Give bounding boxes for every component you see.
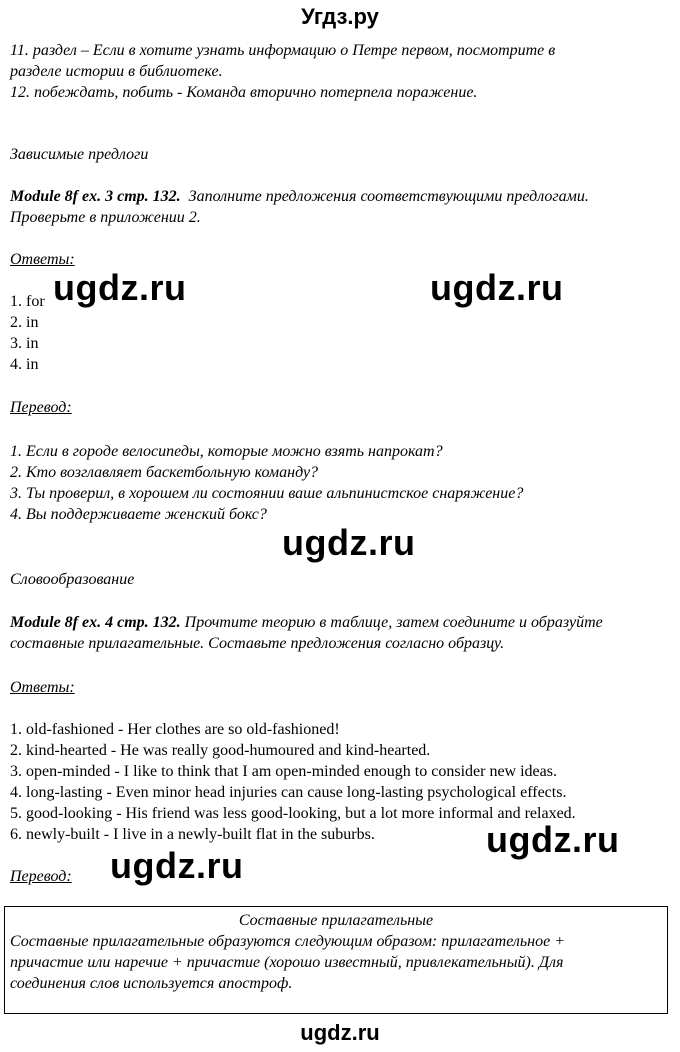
section-heading-word-formation: Словообразование [10, 571, 135, 588]
vocab-line-11: 11. раздел – Если в хотите узнать информацию о Петре первом, посмотрите в [10, 42, 556, 59]
task-4-line-1 [10, 612, 674, 633]
watermark-2: ugdz.ru [430, 267, 564, 308]
task-3-ref: Module 8f ex. 3 стр. 132. [10, 188, 181, 205]
answer-compound-1: 1. old-fashioned - Her clothes are so old-fashioned! [10, 721, 340, 738]
site-title[interactable]: Угдз.ру [301, 4, 379, 29]
theory-box-title: Составные прилагательные [238, 912, 434, 929]
task-3-text: Заполните предложения соответствующими предлогами. [188, 188, 589, 205]
theory-box-line-2: причастие или наречие + причастие (хорошо известный, привлекательный). Для [10, 954, 564, 971]
answers-label-1: Ответы: [10, 251, 75, 268]
task-4-ref: Module 8f ex. 4 стр. 132. [10, 614, 181, 631]
translation-label-1: Перевод: [10, 399, 72, 416]
answer-compound-5: 5. good-looking - His friend was less good-looking, but a lot more informal and relaxed. [10, 805, 576, 822]
answer-2: 2. in [10, 314, 39, 331]
vocab-line-12: 12. побеждать, побить - Команда вторично потерпела поражение. [10, 84, 478, 101]
vocab-line-11-cont: разделе истории в библиотеке. [10, 63, 223, 80]
watermark-5: ugdz.ru [110, 845, 244, 886]
task-3-line-1 [10, 186, 674, 207]
theory-box-line-1: Составные прилагательные образуются следующим образом: прилагательное + [10, 933, 565, 950]
section-heading-prepositions: Зависимые предлоги [10, 146, 149, 163]
answer-compound-2: 2. kind-hearted - He was really good-humoured and kind-hearted. [10, 742, 431, 759]
translation-1: 1. Если в городе велосипеды, которые можно взять напрокат? [10, 443, 443, 460]
theory-box [4, 906, 668, 1014]
task-4-line-2: составные прилагательные. Составьте предложения согласно образцу. [10, 635, 505, 652]
watermark-3: ugdz.ru [282, 522, 416, 563]
watermark-4: ugdz.ru [486, 819, 620, 860]
task-4-text: Прочтите теорию в таблице, затем соедините и образуйте [184, 614, 603, 631]
answer-compound-4: 4. long-lasting - Even minor head injuries can cause long-lasting psychological effects. [10, 784, 567, 801]
translation-label-2: Перевод: [10, 868, 72, 885]
theory-box-line-3: соединения слов используется апостроф. [10, 975, 293, 992]
watermark-1: ugdz.ru [53, 267, 187, 308]
task-3-line-2: Проверьте в приложении 2. [10, 209, 201, 226]
answer-3: 3. in [10, 335, 39, 352]
translation-2: 2. Кто возглавляет баскетбольную команду? [10, 464, 319, 481]
answer-1: 1. for [10, 293, 45, 310]
translation-4: 4. Вы поддерживаете женский бокс? [10, 506, 267, 523]
answers-label-2: Ответы: [10, 679, 75, 696]
translation-3: 3. Ты проверил, в хорошем ли состоянии ваше альпинистское снаряжение? [10, 485, 524, 502]
answer-compound-3: 3. open-minded - I like to think that I am open-minded enough to consider new ideas. [10, 763, 557, 780]
answer-4: 4. in [10, 356, 39, 373]
answer-compound-6: 6. newly-built - I live in a newly-built flat in the suburbs. [10, 826, 375, 843]
site-footer-link[interactable]: ugdz.ru [300, 1020, 380, 1045]
